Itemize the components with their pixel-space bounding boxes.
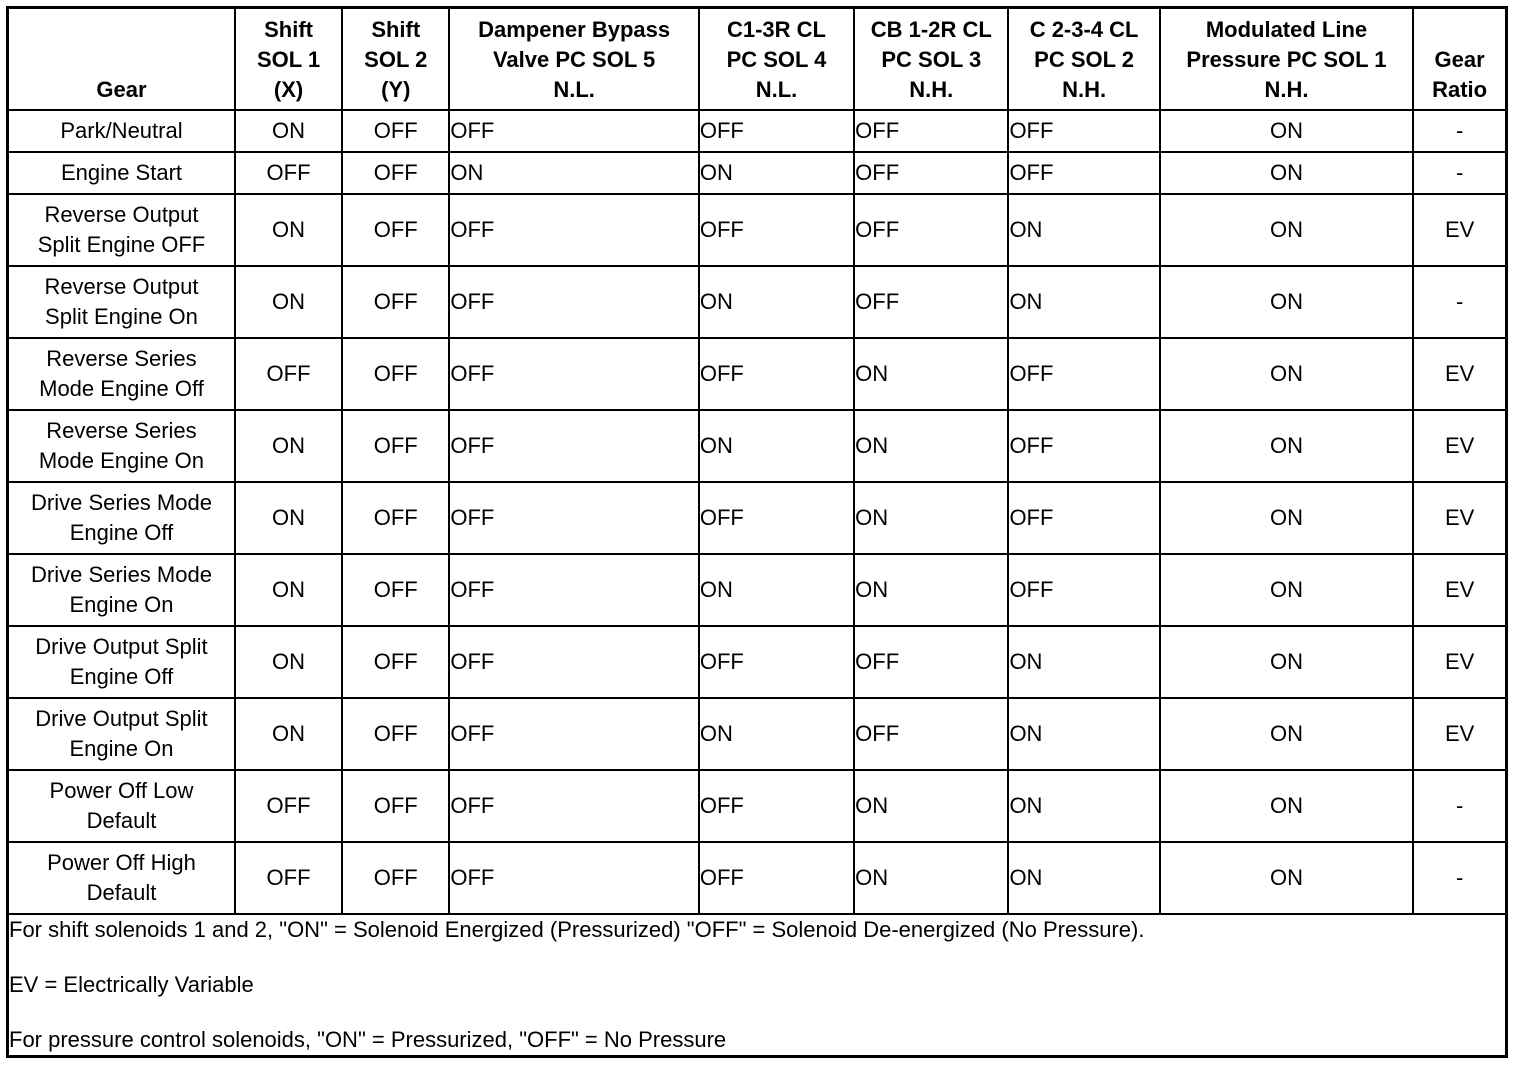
- cell-c-2-3-4-sol-2: OFF: [1008, 338, 1159, 410]
- cell-shift-sol-2: OFF: [342, 110, 449, 152]
- cell-modulated-line-sol-1: ON: [1160, 410, 1414, 482]
- cell-modulated-line-sol-1: ON: [1160, 266, 1414, 338]
- cell-dampener-bypass-sol-5: OFF: [449, 842, 698, 914]
- cell-shift-sol-1: ON: [235, 482, 342, 554]
- cell-gear: Drive Series Mode Engine On: [8, 554, 235, 626]
- cell-gear-ratio: EV: [1413, 194, 1506, 266]
- header-row: [8, 8, 1507, 110]
- cell-cb-1-2r-sol-3: ON: [854, 842, 1008, 914]
- cell-gear-ratio: EV: [1413, 626, 1506, 698]
- cell-cb-1-2r-sol-3: ON: [854, 554, 1008, 626]
- cell-dampener-bypass-sol-5: OFF: [449, 338, 698, 410]
- cell-cb-1-2r-sol-3: OFF: [854, 266, 1008, 338]
- table-row: [8, 626, 1507, 698]
- cell-gear-ratio: EV: [1413, 338, 1506, 410]
- cell-gear: Park/Neutral: [8, 110, 235, 152]
- table-row: [8, 842, 1507, 914]
- cell-c-2-3-4-sol-2: OFF: [1008, 110, 1159, 152]
- cell-shift-sol-1: OFF: [235, 770, 342, 842]
- cell-shift-sol-2: OFF: [342, 554, 449, 626]
- cell-c-2-3-4-sol-2: OFF: [1008, 152, 1159, 194]
- cell-modulated-line-sol-1: ON: [1160, 482, 1414, 554]
- header-c1-3r-sol-4: C1-3R CL PC SOL 4 N.L.: [699, 8, 854, 110]
- cell-gear: Power Off High Default: [8, 842, 235, 914]
- cell-shift-sol-1: ON: [235, 410, 342, 482]
- cell-cb-1-2r-sol-3: OFF: [854, 698, 1008, 770]
- cell-gear: Reverse Output Split Engine OFF: [8, 194, 235, 266]
- cell-c-2-3-4-sol-2: OFF: [1008, 410, 1159, 482]
- cell-c-2-3-4-sol-2: OFF: [1008, 482, 1159, 554]
- cell-modulated-line-sol-1: ON: [1160, 626, 1414, 698]
- cell-gear-ratio: -: [1413, 842, 1506, 914]
- header-dampener-bypass-sol-5: Dampener Bypass Valve PC SOL 5 N.L.: [449, 8, 698, 110]
- table-row: [8, 194, 1507, 266]
- cell-shift-sol-1: ON: [235, 266, 342, 338]
- table-row: [8, 698, 1507, 770]
- cell-shift-sol-1: ON: [235, 554, 342, 626]
- cell-shift-sol-1: ON: [235, 626, 342, 698]
- table-row: [8, 266, 1507, 338]
- cell-c1-3r-sol-4: OFF: [699, 110, 854, 152]
- table-row: [8, 770, 1507, 842]
- cell-modulated-line-sol-1: ON: [1160, 770, 1414, 842]
- cell-shift-sol-1: OFF: [235, 338, 342, 410]
- cell-cb-1-2r-sol-3: OFF: [854, 110, 1008, 152]
- cell-c-2-3-4-sol-2: ON: [1008, 770, 1159, 842]
- table-row: [8, 152, 1507, 194]
- cell-cb-1-2r-sol-3: ON: [854, 482, 1008, 554]
- cell-gear-ratio: EV: [1413, 554, 1506, 626]
- cell-cb-1-2r-sol-3: OFF: [854, 194, 1008, 266]
- cell-c-2-3-4-sol-2: OFF: [1008, 554, 1159, 626]
- header-gear: Gear: [8, 8, 235, 110]
- cell-modulated-line-sol-1: ON: [1160, 152, 1414, 194]
- cell-gear-ratio: -: [1413, 152, 1506, 194]
- cell-modulated-line-sol-1: ON: [1160, 842, 1414, 914]
- cell-gear-ratio: EV: [1413, 698, 1506, 770]
- table-row: [8, 338, 1507, 410]
- cell-cb-1-2r-sol-3: OFF: [854, 626, 1008, 698]
- cell-c1-3r-sol-4: OFF: [699, 626, 854, 698]
- header-cb-1-2r-sol-3: CB 1-2R CL PC SOL 3 N.H.: [854, 8, 1008, 110]
- cell-c-2-3-4-sol-2: ON: [1008, 842, 1159, 914]
- header-modulated-line-sol-1: Modulated Line Pressure PC SOL 1 N.H.: [1160, 8, 1414, 110]
- cell-modulated-line-sol-1: ON: [1160, 698, 1414, 770]
- cell-c1-3r-sol-4: OFF: [699, 482, 854, 554]
- cell-shift-sol-1: ON: [235, 194, 342, 266]
- cell-shift-sol-1: OFF: [235, 842, 342, 914]
- table-body: [8, 110, 1507, 914]
- cell-c1-3r-sol-4: OFF: [699, 338, 854, 410]
- notes-row: [8, 914, 1507, 1057]
- cell-shift-sol-2: OFF: [342, 338, 449, 410]
- cell-modulated-line-sol-1: ON: [1160, 554, 1414, 626]
- table-row: [8, 554, 1507, 626]
- cell-c-2-3-4-sol-2: ON: [1008, 626, 1159, 698]
- cell-c-2-3-4-sol-2: ON: [1008, 698, 1159, 770]
- cell-c1-3r-sol-4: ON: [699, 266, 854, 338]
- header-c-2-3-4-sol-2: C 2-3-4 CL PC SOL 2 N.H.: [1008, 8, 1159, 110]
- cell-dampener-bypass-sol-5: OFF: [449, 626, 698, 698]
- cell-c1-3r-sol-4: ON: [699, 698, 854, 770]
- cell-dampener-bypass-sol-5: OFF: [449, 194, 698, 266]
- header-gear-ratio: Gear Ratio: [1413, 8, 1506, 110]
- cell-cb-1-2r-sol-3: ON: [854, 410, 1008, 482]
- cell-cb-1-2r-sol-3: ON: [854, 770, 1008, 842]
- cell-shift-sol-2: OFF: [342, 266, 449, 338]
- header-shift-sol-1: Shift SOL 1 (X): [235, 8, 342, 110]
- cell-gear-ratio: EV: [1413, 410, 1506, 482]
- cell-shift-sol-2: OFF: [342, 842, 449, 914]
- cell-shift-sol-1: ON: [235, 698, 342, 770]
- cell-shift-sol-2: OFF: [342, 482, 449, 554]
- cell-shift-sol-2: OFF: [342, 410, 449, 482]
- note-ev-definition: EV = Electrically Variable: [9, 971, 254, 997]
- note-pressure-control: For pressure control solenoids, "ON" = Pressurized, "OFF" = No Pressure: [9, 1026, 727, 1052]
- cell-shift-sol-2: OFF: [342, 770, 449, 842]
- note-shift-solenoids: For shift solenoids 1 and 2, "ON" = Solenoid Energized (Pressurized) "OFF" = Solenoid De-energized (No Pressure).: [9, 916, 1145, 942]
- cell-c1-3r-sol-4: OFF: [699, 842, 854, 914]
- cell-gear: Power Off Low Default: [8, 770, 235, 842]
- cell-c1-3r-sol-4: ON: [699, 410, 854, 482]
- table-row: [8, 110, 1507, 152]
- cell-shift-sol-2: OFF: [342, 194, 449, 266]
- cell-c1-3r-sol-4: OFF: [699, 770, 854, 842]
- cell-gear: Reverse Series Mode Engine Off: [8, 338, 235, 410]
- notes-cell: [8, 914, 1507, 1057]
- cell-dampener-bypass-sol-5: OFF: [449, 410, 698, 482]
- cell-c1-3r-sol-4: ON: [699, 152, 854, 194]
- cell-dampener-bypass-sol-5: OFF: [449, 482, 698, 554]
- cell-c-2-3-4-sol-2: ON: [1008, 266, 1159, 338]
- cell-gear-ratio: EV: [1413, 482, 1506, 554]
- cell-dampener-bypass-sol-5: OFF: [449, 698, 698, 770]
- cell-gear-ratio: -: [1413, 770, 1506, 842]
- cell-modulated-line-sol-1: ON: [1160, 338, 1414, 410]
- cell-gear: Drive Series Mode Engine Off: [8, 482, 235, 554]
- table-row: [8, 410, 1507, 482]
- cell-c1-3r-sol-4: OFF: [699, 194, 854, 266]
- cell-shift-sol-1: ON: [235, 110, 342, 152]
- table-row: [8, 482, 1507, 554]
- cell-dampener-bypass-sol-5: OFF: [449, 110, 698, 152]
- cell-gear: Drive Output Split Engine Off: [8, 626, 235, 698]
- cell-shift-sol-2: OFF: [342, 626, 449, 698]
- cell-c-2-3-4-sol-2: ON: [1008, 194, 1159, 266]
- solenoid-state-table: [6, 6, 1508, 1058]
- cell-shift-sol-2: OFF: [342, 698, 449, 770]
- cell-modulated-line-sol-1: ON: [1160, 194, 1414, 266]
- cell-dampener-bypass-sol-5: OFF: [449, 554, 698, 626]
- cell-gear: Reverse Series Mode Engine On: [8, 410, 235, 482]
- cell-gear: Engine Start: [8, 152, 235, 194]
- header-shift-sol-2: Shift SOL 2 (Y): [342, 8, 449, 110]
- cell-dampener-bypass-sol-5: OFF: [449, 770, 698, 842]
- cell-dampener-bypass-sol-5: ON: [449, 152, 698, 194]
- cell-cb-1-2r-sol-3: ON: [854, 338, 1008, 410]
- cell-gear-ratio: -: [1413, 110, 1506, 152]
- cell-modulated-line-sol-1: ON: [1160, 110, 1414, 152]
- cell-gear: Reverse Output Split Engine On: [8, 266, 235, 338]
- cell-cb-1-2r-sol-3: OFF: [854, 152, 1008, 194]
- cell-c1-3r-sol-4: ON: [699, 554, 854, 626]
- cell-shift-sol-1: OFF: [235, 152, 342, 194]
- cell-gear-ratio: -: [1413, 266, 1506, 338]
- cell-shift-sol-2: OFF: [342, 152, 449, 194]
- cell-gear: Drive Output Split Engine On: [8, 698, 235, 770]
- cell-dampener-bypass-sol-5: OFF: [449, 266, 698, 338]
